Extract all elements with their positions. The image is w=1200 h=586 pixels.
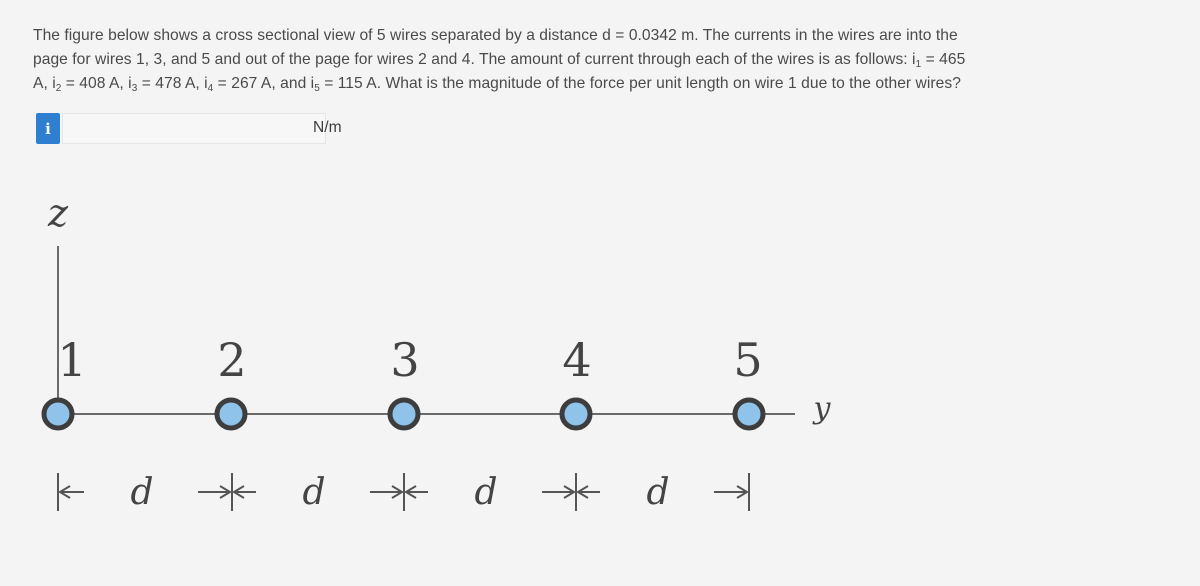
- wire-2: [217, 400, 245, 428]
- question-line-3: A, $i_2 = 408$ A, $i_3 = 478$ A, $i_4 = 267$ A, and $i_5 = 115$ A. What is the magnitude of the force per unit length on wire 1 due to the other wires?: [33, 75, 961, 94]
- wire-label-2: 2: [217, 333, 247, 387]
- info-icon[interactable]: i: [36, 113, 60, 144]
- z-axis-label: z: [47, 191, 69, 235]
- y-axis-label: y: [813, 391, 831, 426]
- wire-4: [562, 400, 590, 428]
- spacing-label-3: d: [474, 472, 498, 513]
- question-line-2: page for wires 1, 3, and 5 and out of the page for wires 2 and 4. The amount of current through each of the wires is as follows: $i_1 = 465$: [33, 51, 966, 70]
- question-line-1: The figure below shows a cross sectional view of 5 wires separated by a distance d = 0.0342 m. The currents in the wires are into the: [33, 27, 958, 44]
- wire-label-4: 4: [562, 333, 592, 387]
- spacing-label-1: d: [130, 472, 154, 513]
- unit-label: N/m: [313, 119, 342, 136]
- spacing-label-4: d: [646, 472, 670, 513]
- wire-label-5: 5: [733, 333, 763, 387]
- spacing-label-2: d: [302, 472, 326, 513]
- wire-label-1: 1: [57, 333, 87, 387]
- wire-label-3: 3: [390, 333, 420, 387]
- wire-1: [44, 400, 72, 428]
- wire-3: [390, 400, 418, 428]
- wire-5: [735, 400, 763, 428]
